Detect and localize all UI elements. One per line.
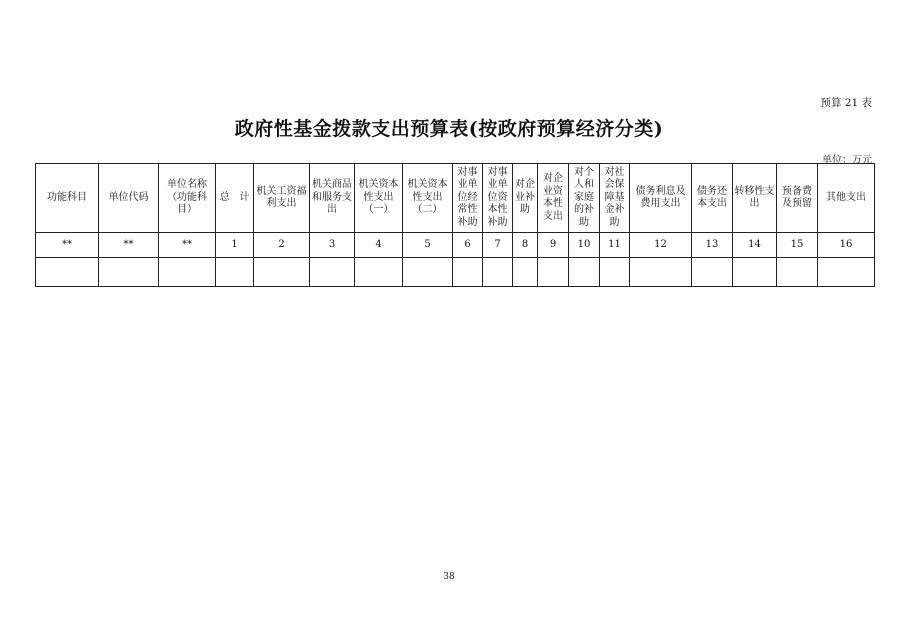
data-cell [630, 258, 692, 287]
table-row [36, 258, 875, 287]
index-cell: 3 [310, 233, 355, 258]
index-cell: 9 [538, 233, 569, 258]
header-cell: 预备费及预留 [777, 164, 818, 233]
header-cell: 对企业资本性支出 [538, 164, 569, 233]
index-cell: ** [36, 233, 99, 258]
index-cell: 10 [569, 233, 600, 258]
data-cell [36, 258, 99, 287]
index-cell: 14 [733, 233, 777, 258]
data-cell [254, 258, 310, 287]
data-cell [569, 258, 600, 287]
data-cell [216, 258, 254, 287]
header-cell: 对事业单位资本性补助 [483, 164, 513, 233]
index-cell: 7 [483, 233, 513, 258]
page-number: 38 [443, 572, 455, 582]
data-cell [777, 258, 818, 287]
data-cell [355, 258, 403, 287]
page-title: 政府性基金拨款支出预算表(按政府预算经济分类) [234, 118, 664, 140]
header-cell: 机关工资福利支出 [254, 164, 310, 233]
data-cell [403, 258, 453, 287]
header-cell: 债务利息及费用支出 [630, 164, 692, 233]
index-cell: 16 [818, 233, 875, 258]
index-cell: 6 [453, 233, 483, 258]
index-cell: 4 [355, 233, 403, 258]
header-cell: 机关资本性支出（一） [355, 164, 403, 233]
index-cell: 5 [403, 233, 453, 258]
data-cell [453, 258, 483, 287]
data-cell [99, 258, 159, 287]
index-cell: 15 [777, 233, 818, 258]
header-cell: 机关资本性支出（二） [403, 164, 453, 233]
header-cell: 对事业单位经常性补助 [453, 164, 483, 233]
header-cell: 单位名称（功能科目） [159, 164, 216, 233]
unit-label: 单位：万元 [822, 155, 872, 166]
data-cell [310, 258, 355, 287]
form-id: 预算 21 表 [820, 97, 872, 109]
header-cell: 对社会保障基金补助 [600, 164, 630, 233]
index-cell: 13 [692, 233, 733, 258]
table-row [36, 233, 875, 258]
data-cell [818, 258, 875, 287]
index-cell: 1 [216, 233, 254, 258]
data-cell [483, 258, 513, 287]
header-row [36, 164, 875, 233]
budget-table [35, 163, 875, 287]
header-cell: 其他支出 [818, 164, 875, 233]
index-cell: 2 [254, 233, 310, 258]
data-cell [159, 258, 216, 287]
index-cell: 8 [513, 233, 538, 258]
header-cell: 单位代码 [99, 164, 159, 233]
header-cell: 功能科目 [36, 164, 99, 233]
header-cell: 总 计 [216, 164, 254, 233]
data-cell [513, 258, 538, 287]
header-cell: 债务还本支出 [692, 164, 733, 233]
data-cell [538, 258, 569, 287]
data-cell [600, 258, 630, 287]
header-cell: 对个人和家庭的补助 [569, 164, 600, 233]
data-cell [733, 258, 777, 287]
index-cell: ** [99, 233, 159, 258]
header-cell: 对企业补助 [513, 164, 538, 233]
header-cell: 转移性支出 [733, 164, 777, 233]
header-cell: 机关商品和服务支出 [310, 164, 355, 233]
data-cell [692, 258, 733, 287]
index-cell: 12 [630, 233, 692, 258]
index-cell: ** [159, 233, 216, 258]
index-cell: 11 [600, 233, 630, 258]
